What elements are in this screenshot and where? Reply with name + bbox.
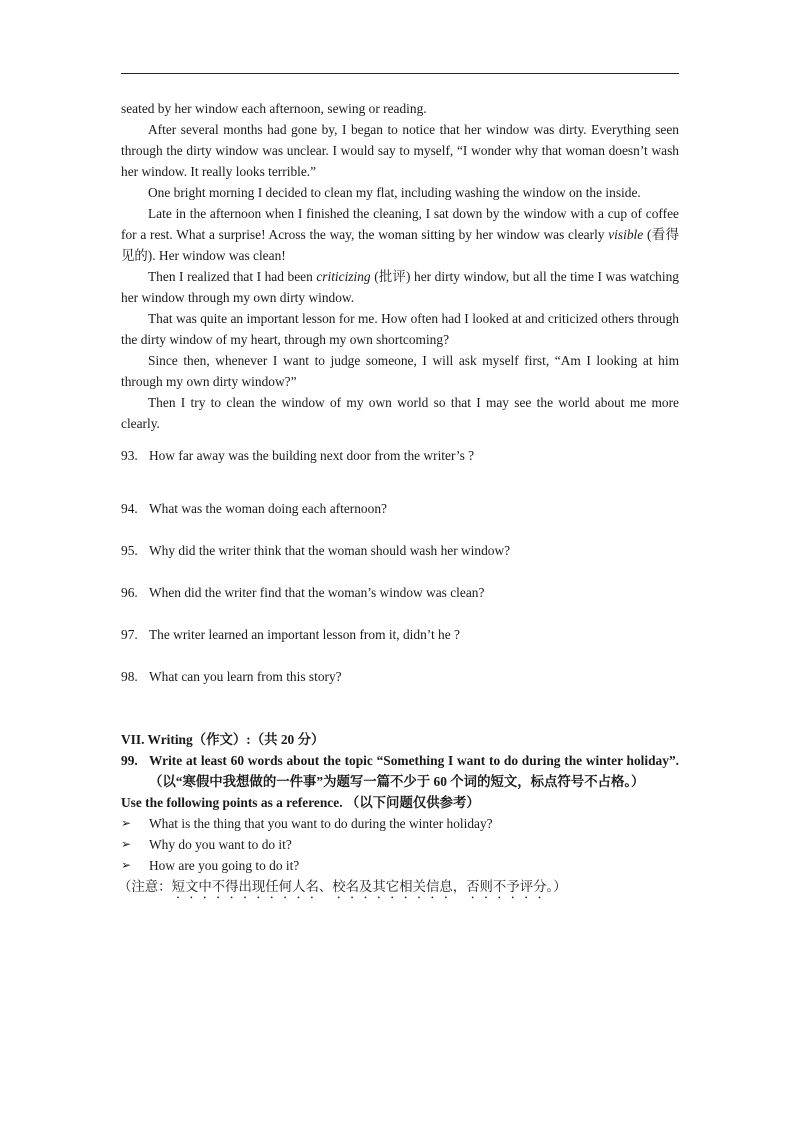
reference-heading: Use the following points as a reference. （以下问题仅供参考）	[121, 795, 480, 810]
task-number: 99.	[121, 753, 138, 768]
document-page	[118, 98, 679, 902]
question-text: When did the writer find that the woman’s window was clean?	[149, 585, 485, 600]
reference-point-text: How are you going to do it?	[149, 858, 300, 873]
writing-note	[118, 876, 679, 902]
question-number: 98.	[121, 669, 138, 684]
arrow-bullet-icon: ➢	[121, 816, 132, 830]
question-95	[121, 540, 679, 561]
reference-point-1	[121, 813, 679, 834]
passage-text: Then I realized that I had been	[148, 269, 317, 284]
passage-paragraph-3: One bright morning I decided to clean my flat, including washing the window on the inside.	[148, 185, 641, 200]
passage-text: (批评) her dirty window, but all the time I was watching her window through my own dirty window.	[121, 269, 679, 305]
passage-line-1: seated by her window each afternoon, sewing or reading.	[121, 101, 427, 116]
question-98	[121, 666, 679, 687]
question-list	[121, 445, 679, 687]
reference-point-text: What is the thing that you want to do during the winter holiday?	[149, 816, 493, 831]
question-text: How far away was the building next door from the writer’s ?	[149, 448, 475, 463]
question-97	[121, 624, 679, 645]
passage-text: Late in the afternoon when I finished the cleaning, I sat down by the window with a cup of coffee for a rest. What a surprise! Across the way, the woman sitting by her window was clearly	[121, 206, 679, 242]
section-heading: VII. Writing（作文）:（共 20 分）	[121, 732, 325, 747]
passage-paragraph-4	[121, 203, 679, 266]
note-close: 。）	[546, 879, 567, 894]
reading-passage	[121, 98, 679, 434]
question-number: 96.	[121, 585, 138, 600]
question-text: Why did the writer think that the woman should wash her window?	[149, 543, 511, 558]
writing-task	[121, 750, 679, 792]
question-93	[121, 445, 679, 466]
question-number: 95.	[121, 543, 138, 558]
passage-paragraph-6: That was quite an important lesson for me. How often had I looked at and criticized others through the dirty window of my heart, through my own shortcoming?	[121, 311, 679, 347]
question-text: The writer learned an important lesson from it, didn’t he ?	[149, 627, 460, 642]
arrow-bullet-icon: ➢	[121, 837, 132, 851]
passage-text: (看得见的). Her window was clean!	[121, 227, 679, 263]
passage-paragraph-7: Since then, whenever I want to judge someone, I will ask myself first, “Am I looking at him through my own dirty window?”	[121, 353, 679, 389]
arrow-bullet-icon: ➢	[121, 858, 132, 872]
question-number: 97.	[121, 627, 138, 642]
question-number: 93.	[121, 448, 138, 463]
italic-term-visible: visible	[608, 227, 644, 242]
reference-point-text: Why do you want to do it?	[149, 837, 292, 852]
question-number: 94.	[121, 501, 138, 516]
reference-point-2	[121, 834, 679, 855]
note-emphasized-text: 短文中不得出现任何人名、校名及其它相关信息，否则不予评分	[171, 879, 547, 894]
reference-point-3	[121, 855, 679, 876]
passage-paragraph-2: After several months had gone by, I began to notice that her window was dirty. Everything seen through the dirty window was unclear. I would say to myself, “I wonder why that woman doesn’t wash her window. It really looks terrible.”	[121, 122, 679, 179]
question-96	[121, 582, 679, 603]
header-rule	[121, 73, 679, 74]
task-text: Write at least 60 words about the topic “Something I want to do during the winter holiday”.（以“寒假中我想做的一件事”为题写一篇不少于 60 个词的短文，标点符号不占格。）	[149, 753, 679, 789]
note-open: （注意：	[118, 879, 172, 894]
passage-paragraph-8: Then I try to clean the window of my own world so that I may see the world about me more clearly.	[121, 395, 679, 431]
question-94	[121, 498, 679, 519]
question-text: What can you learn from this story?	[149, 669, 342, 684]
writing-section	[118, 729, 679, 902]
question-text: What was the woman doing each afternoon?	[149, 501, 387, 516]
passage-paragraph-5	[121, 266, 679, 308]
italic-term-criticizing: criticizing	[316, 269, 371, 284]
